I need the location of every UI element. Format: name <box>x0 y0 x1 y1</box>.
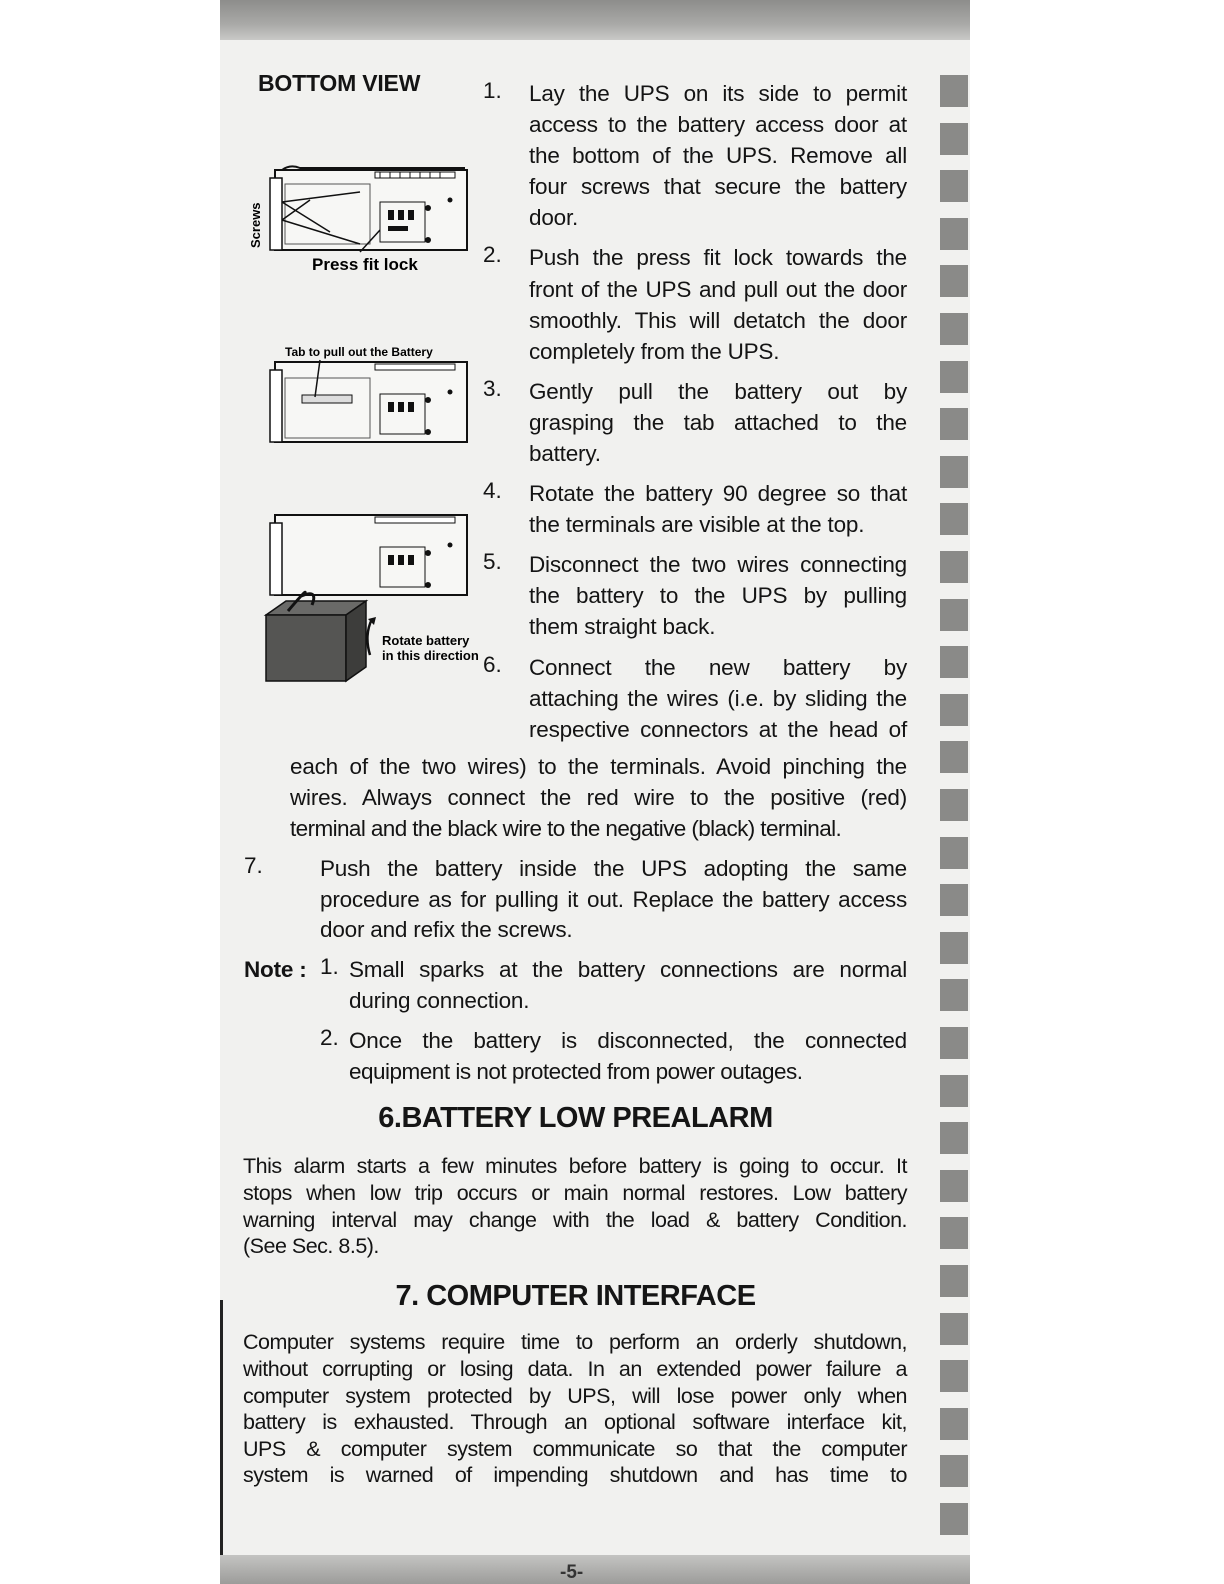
step-5-number: 5. <box>483 549 502 574</box>
step-4-line-1: Rotate the battery 90 degree so that <box>529 481 907 506</box>
margin-tab <box>940 1503 968 1535</box>
step-7-line-3: door and refix the screws. <box>320 917 573 942</box>
section-7-line-3: computer system protected by UPS, will lose power only when <box>243 1384 907 1408</box>
step-7-line-1: Push the battery inside the UPS adopting the same <box>320 856 907 881</box>
note-2-line-1: Once the battery is disconnected, the connected <box>349 1028 907 1053</box>
margin-tab <box>940 456 968 488</box>
margin-tab <box>940 599 968 631</box>
step-6-line-4: each of the two wires) to the terminals. Avoid pinching the <box>290 754 907 779</box>
scan-bottom-shadow <box>220 1555 970 1584</box>
label-tab: Tab to pull out the Battery <box>285 345 433 359</box>
step-2-line-1: Push the press fit lock towards the <box>529 245 907 270</box>
margin-tab <box>940 1122 968 1154</box>
note-label: Note : <box>244 957 307 982</box>
step-2-line-2: front of the UPS and pull out the door <box>529 277 907 302</box>
step-5-line-2: the battery to the UPS by pulling <box>529 583 907 608</box>
step-1-line-2: access to the battery access door at <box>529 112 907 137</box>
step-6-line-3: respective connectors at the head of <box>529 717 907 742</box>
section-6-line-3: warning interval may change with the load & battery Condition. <box>243 1208 907 1232</box>
margin-tab <box>940 123 968 155</box>
margin-tab <box>940 1313 968 1345</box>
margin-tab <box>940 932 968 964</box>
step-6-line-2: attaching the wires (i.e. by sliding the <box>529 686 907 711</box>
section-7-title: 7. COMPUTER INTERFACE <box>395 1280 756 1312</box>
margin-tab <box>940 361 968 393</box>
diagram-heading: BOTTOM VIEW <box>258 70 421 96</box>
margin-tab <box>940 884 968 916</box>
ups-bottom-view-3 <box>270 515 467 595</box>
section-7-line-5: UPS & computer system communicate so that the computer <box>243 1437 907 1461</box>
step-3-line-2: grasping the tab attached to the <box>529 410 907 435</box>
margin-tab <box>940 1455 968 1487</box>
margin-tab <box>940 1408 968 1440</box>
scan-left-edge <box>220 1300 223 1584</box>
section-7-line-6: system is warned of impending shutdown and has time to <box>243 1463 907 1487</box>
label-rotate-1: Rotate battery <box>382 633 470 648</box>
note-1-number: 1. <box>320 954 339 979</box>
step-4-number: 4. <box>483 478 502 503</box>
margin-tab <box>940 265 968 297</box>
step-7-number: 7. <box>244 853 263 878</box>
margin-tab <box>940 837 968 869</box>
margin-tab <box>940 979 968 1011</box>
label-screws: Screws <box>248 202 263 248</box>
page-number: -5- <box>560 1562 584 1583</box>
section-7-line-4: battery is exhausted. Through an optional software interface kit, <box>243 1410 907 1434</box>
note-1-line-1: Small sparks at the battery connections are normal <box>349 957 907 982</box>
step-2-line-4: completely from the UPS. <box>529 339 780 364</box>
section-7-line-2: without corrupting or losing data. In an extended power failure a <box>243 1357 907 1381</box>
margin-tab <box>940 313 968 345</box>
section-6-line-4: (See Sec. 8.5). <box>243 1234 379 1258</box>
rotate-arrow-icon <box>367 619 372 655</box>
note-2-line-2: equipment is not protected from power outages. <box>349 1059 803 1084</box>
step-4-line-2: the terminals are visible at the top. <box>529 512 865 537</box>
margin-tab <box>940 694 968 726</box>
margin-tab <box>940 1360 968 1392</box>
step-7-line-2: procedure as for pulling it out. Replace the battery access <box>320 887 907 912</box>
step-5-line-3: them straight back. <box>529 614 716 639</box>
step-6-line-1: Connect the new battery by <box>529 655 907 680</box>
margin-tab <box>940 741 968 773</box>
step-1-number: 1. <box>483 78 502 103</box>
step-1-line-4: four screws that secure the battery <box>529 174 907 199</box>
label-rotate-2: in this direction <box>382 648 479 663</box>
margin-tab <box>940 75 968 107</box>
margin-tab <box>940 1170 968 1202</box>
step-2-number: 2. <box>483 242 502 267</box>
margin-tab <box>940 551 968 583</box>
section-6-title: 6.BATTERY LOW PREALARM <box>378 1102 773 1134</box>
step-3-line-1: Gently pull the battery out by <box>529 379 907 404</box>
diagram-screws-figure <box>240 160 480 280</box>
margin-tab <box>940 170 968 202</box>
ups-bottom-view-2 <box>270 360 467 442</box>
margin-tab <box>940 503 968 535</box>
section-6-line-2: stops when low trip occurs or main normal restores. Low battery <box>243 1181 907 1205</box>
diagram-rotate-figure <box>240 505 490 690</box>
step-6-number: 6. <box>483 652 502 677</box>
step-2-line-3: smoothly. This will detatch the door <box>529 308 907 333</box>
diagram-tab-figure <box>240 340 480 450</box>
section-6-line-1: This alarm starts a few minutes before battery is going to occur. It <box>243 1154 907 1178</box>
step-1-line-3: the bottom of the UPS. Remove all <box>529 143 907 168</box>
margin-tab <box>940 218 968 250</box>
note-2-number: 2. <box>320 1025 339 1050</box>
battery-block <box>266 601 366 681</box>
scan-top-shadow <box>220 0 970 40</box>
step-1-line-5: door. <box>529 205 579 230</box>
step-1-line-1: Lay the UPS on its side to permit <box>529 81 907 106</box>
step-3-number: 3. <box>483 376 502 401</box>
margin-tab <box>940 408 968 440</box>
section-7-line-1: Computer systems require time to perform an orderly shutdown, <box>243 1330 907 1354</box>
margin-index-tabs <box>932 40 970 1555</box>
step-6-line-5: wires. Always connect the red wire to the positive (red) <box>290 785 907 810</box>
margin-tab <box>940 789 968 821</box>
label-press-fit-lock: Press fit lock <box>312 255 418 274</box>
margin-tab <box>940 1217 968 1249</box>
note-1-line-2: during connection. <box>349 988 530 1013</box>
step-6-line-6: terminal and the black wire to the negative (black) terminal. <box>290 816 842 841</box>
ups-bottom-view-1 <box>270 166 467 252</box>
margin-tab <box>940 1265 968 1297</box>
step-3-line-3: battery. <box>529 441 601 466</box>
margin-tab <box>940 1075 968 1107</box>
step-5-line-1: Disconnect the two wires connecting <box>529 552 907 577</box>
margin-tab <box>940 1027 968 1059</box>
margin-tab <box>940 646 968 678</box>
